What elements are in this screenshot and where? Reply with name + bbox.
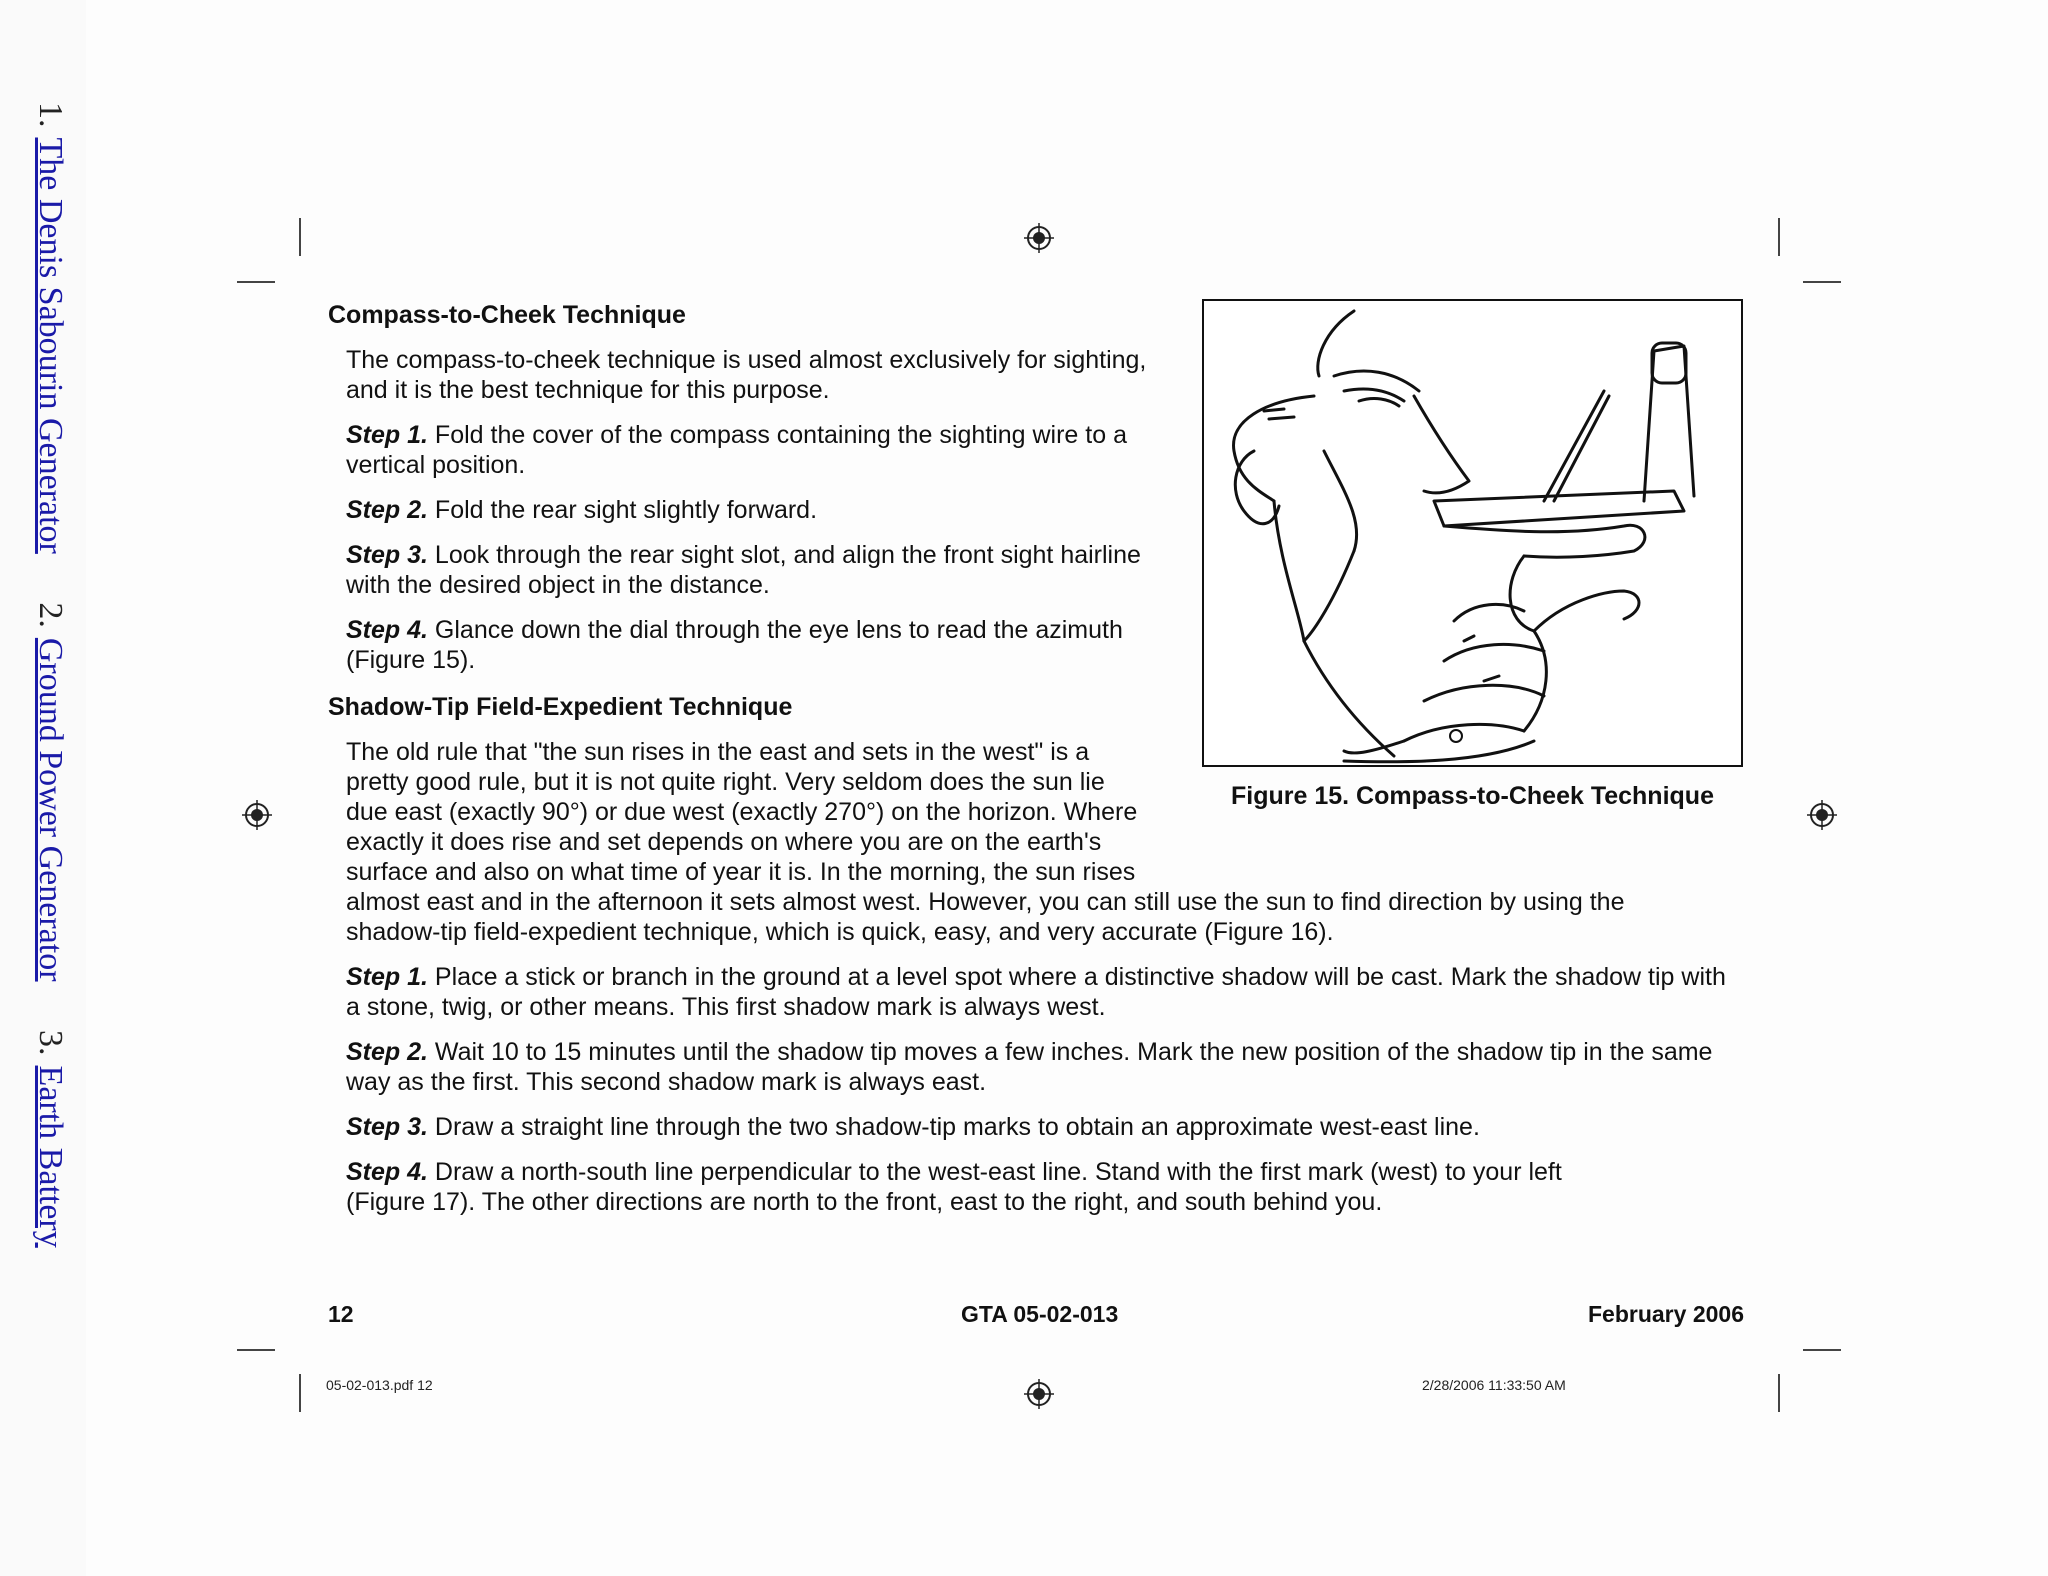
compass-to-cheek-illustration	[1204, 301, 1741, 765]
crop-mark-top-left-v	[299, 218, 301, 256]
section1-step-2	[346, 495, 1176, 525]
crop-mark-top-right-v	[1778, 218, 1780, 256]
section1-step-3	[346, 540, 1176, 600]
registration-mark-right	[1807, 800, 1837, 830]
sidebar-item-1[interactable]	[28, 102, 72, 554]
step-label: Step 3.	[346, 541, 428, 569]
crop-mark-bottom-left-h	[237, 1349, 275, 1351]
intro-line: surface and also on what time of year it is. In the morning, the sun rises	[346, 858, 1136, 886]
sidebar-item-number: 1.	[32, 102, 69, 128]
intro-line: The old rule that "the sun rises in the east and sets in the west" is a	[346, 738, 1090, 766]
step-label: Step 4.	[346, 1158, 428, 1186]
section-heading-compass-to-cheek: Compass-to-Cheek Technique	[328, 301, 686, 329]
document-id: GTA 05-02-013	[961, 1301, 1119, 1327]
intro-line: pretty good rule, but it is not quite right. Very seldom does the sun lie	[346, 768, 1105, 796]
step-text: Wait 10 to 15 minutes until the shadow tip moves a few inches. Mark the new position of the shadow tip in the same way as the first. This second shadow mark is always east.	[346, 1038, 1713, 1096]
step-text: Fold the cover of the compass containing the sighting wire to a vertical position.	[346, 421, 1127, 479]
slug-timestamp: 2/28/2006 11:33:50 AM	[1422, 1377, 1566, 1393]
crop-mark-bottom-right-v	[1778, 1374, 1780, 1412]
step-text: Fold the rear sight slightly forward.	[427, 496, 818, 524]
step-label: Step 3.	[346, 1113, 428, 1141]
sidebar-nav	[0, 0, 86, 1576]
section2-step-4	[346, 1157, 1636, 1217]
figure-15-image	[1202, 299, 1743, 767]
section-heading-shadow-tip: Shadow-Tip Field-Expedient Technique	[328, 693, 793, 721]
registration-mark-top	[1024, 223, 1054, 253]
step-label: Step 2.	[346, 496, 428, 524]
section2-step-1	[346, 962, 1736, 1022]
step-text: Place a stick or branch in the ground at a level spot where a distinctive shadow will be cast. Mark the shadow tip with a stone, twig, or other means. This first shadow mark is always west.	[346, 963, 1726, 1021]
intro-line: due east (exactly 90°) or due west (exactly 270°) on the horizon. Where	[346, 798, 1138, 826]
page-number: 12	[328, 1301, 354, 1327]
crop-mark-top-left-h	[237, 281, 275, 283]
sidebar-link-ground-power-generator[interactable]: Ground Power Generator	[32, 637, 69, 982]
section2-step-2	[346, 1037, 1736, 1097]
sidebar-item-3[interactable]	[28, 1030, 72, 1248]
intro-line: shadow-tip field-expedient technique, which is quick, easy, and very accurate (Figure 16).	[346, 918, 1334, 946]
sidebar-item-number: 2.	[32, 602, 69, 628]
step-label: Step 2.	[346, 1038, 428, 1066]
step-label: Step 1.	[346, 963, 428, 991]
figure-15-caption: Figure 15. Compass-to-Cheek Technique	[1231, 782, 1714, 810]
sidebar-item-2[interactable]	[28, 602, 72, 981]
section1-step-1	[346, 420, 1176, 480]
step-text: Draw a north-south line perpendicular to the west-east line. Stand with the first mark (west) to your left (Figure 17). The other directions are north to the front, east to the right, and south behind you.	[346, 1158, 1562, 1216]
sidebar-nav-list	[28, 102, 72, 1288]
step-text: Glance down the dial through the eye lens to read the azimuth (Figure 15).	[346, 616, 1123, 674]
publication-date: February 2006	[1588, 1301, 1744, 1327]
section1-intro: The compass-to-cheek technique is used almost exclusively for sighting, and it is the best technique for this purpose.	[346, 346, 1147, 404]
step-label: Step 4.	[346, 616, 428, 644]
sidebar-link-denis-sabourin-generator[interactable]: The Denis Sabourin Generator	[32, 137, 69, 554]
step-text: Draw a straight line through the two shadow-tip marks to obtain an approximate west-east line.	[427, 1113, 1480, 1141]
section1-step-4	[346, 615, 1176, 675]
registration-mark-left	[242, 800, 272, 830]
registration-mark-bottom	[1024, 1379, 1054, 1409]
intro-line: exactly it does rise and set depends on where you are on the earth's	[346, 828, 1102, 856]
step-label: Step 1.	[346, 421, 428, 449]
slug-file-name: 05-02-013.pdf 12	[326, 1377, 433, 1393]
step-text: Look through the rear sight slot, and align the front sight hairline with the desired object in the distance.	[346, 541, 1141, 599]
intro-line: almost east and in the afternoon it sets almost west. However, you can still use the sun to find direction by using the	[346, 888, 1625, 916]
section2-intro	[346, 737, 1624, 947]
sidebar-link-earth-battery[interactable]: Earth Battery	[32, 1065, 69, 1248]
crop-mark-top-right-h	[1803, 281, 1841, 283]
section2-step-3	[346, 1112, 1746, 1142]
crop-mark-bottom-right-h	[1803, 1349, 1841, 1351]
crop-mark-bottom-left-v	[299, 1374, 301, 1412]
sidebar-item-number: 3.	[32, 1030, 69, 1056]
